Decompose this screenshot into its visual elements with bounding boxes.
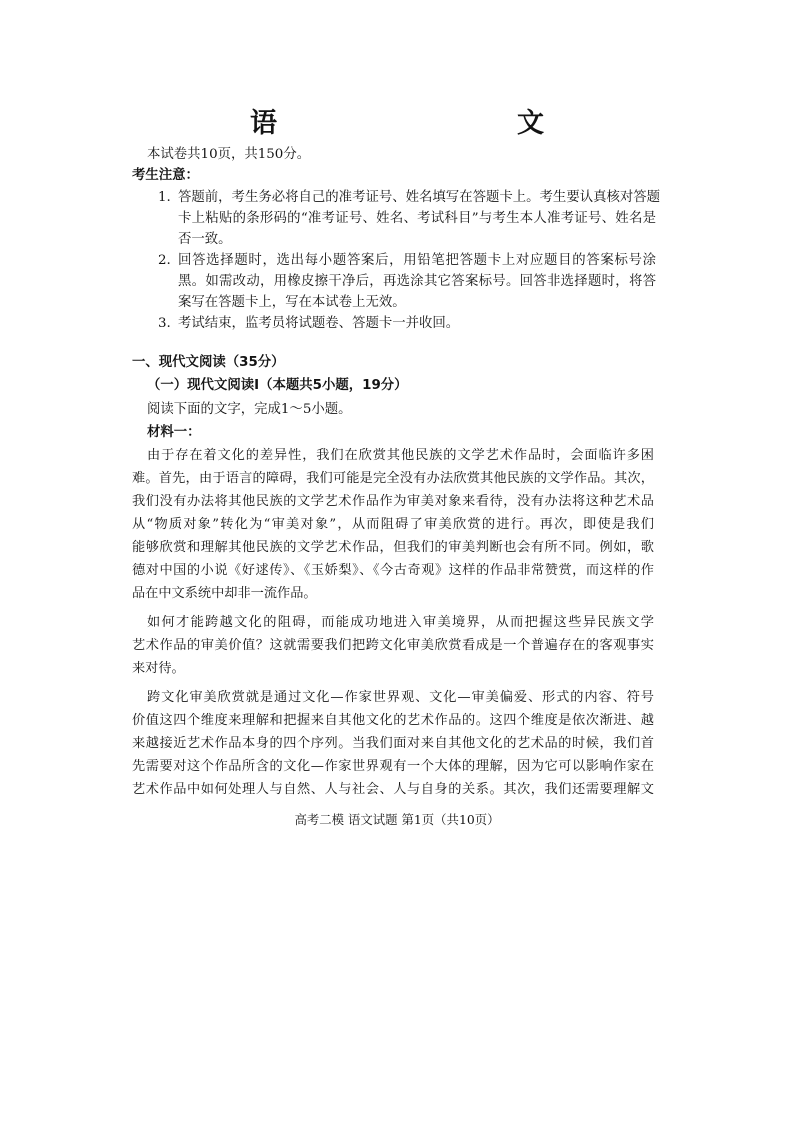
page-footer: 高考二模 语文试题 第1页（共10页） — [294, 812, 500, 827]
notice-number: 3. — [158, 316, 171, 331]
passage-line: 我们没有办法将其他民族的文学艺术作品作为审美对象来看待，没有办法将这种艺术品 — [132, 494, 654, 509]
passage-line: 德对中国的小说《好逑传》、《玉娇梨》、《今古奇观》这样的作品非常赞赏，而这样的作 — [132, 563, 654, 578]
material-label: 材料一： — [147, 425, 201, 440]
notice-number: 2. — [158, 253, 171, 268]
passage-line: 从“物质对象”转化为“审美对象”，从而阻碍了审美欣赏的进行。再次，即使是我们 — [132, 517, 654, 532]
notice-line: 卡上粘贴的条形码的“准考证号、姓名、考试科目”与考生本人准考证号、姓名是 — [178, 211, 656, 226]
passage-line: 如何才能跨越文化的阻碍，而能成功地进入审美境界，从而把握这些异民族文学 — [147, 615, 654, 630]
page-title: 语 文 — [250, 108, 606, 139]
passage-line: 艺术作品的审美价值？这就需要我们把跨文化审美欣赏看成是一个普遍存在的客观事实 — [132, 638, 654, 653]
passage-line: 价值这四个维度来理解和把握来自其他文化的艺术作品的。这四个维度是依次渐进、越 — [132, 713, 654, 728]
notice-line: 案写在答题卡上，写在本试卷上无效。 — [178, 295, 406, 310]
passage-line: 品在中文系统中却非一流作品。 — [132, 586, 317, 601]
notice-line: 考试结束，监考员将试题卷、答题卡一并收回。 — [178, 316, 460, 331]
passage-line: 艺术作品中如何处理人与自然、人与社会、人与自身的关系。其次，我们还需要理解文 — [132, 782, 654, 797]
exam-intro: 本试卷共10页，共150分。 — [147, 147, 311, 162]
passage-line: 先需要对这个作品所含的文化—作家世界观有一个大体的理解，因为它可以影响作家在 — [132, 759, 654, 774]
passage-line: 能够欣赏和理解其他民族的文学艺术作品，但我们的审美判断也会有所不同。例如，歌 — [132, 540, 654, 555]
notice-number: 1. — [158, 190, 171, 205]
notice-line: 黑。如需改动，用橡皮擦干净后，再选涂其它答案标号。回答非选择题时，将答 — [178, 274, 656, 289]
passage-line: 由于存在着文化的差异性，我们在欣赏其他民族的文学艺术作品时，会面临许多困 — [147, 448, 654, 463]
notice-line: 回答选择题时，选出每小题答案后，用铅笔把答题卡上对应题目的答案标号涂 — [178, 253, 656, 268]
notice-heading: 考生注意： — [132, 168, 199, 183]
sub-heading: （一）现代文阅读Ⅰ（本题共5小题，19分） — [147, 378, 408, 393]
passage-line: 来对待。 — [132, 661, 185, 676]
notice-line: 答题前，考生务必将自己的准考证号、姓名填写在答题卡上。考生要认真核对答题 — [178, 190, 661, 205]
passage-line: 难。首先，由于语言的障碍，我们可能是完全没有办法欣赏其他民族的文学作品。其次， — [132, 471, 654, 486]
passage-line: 来越接近艺术作品本身的四个序列。当我们面对来自其他文化的艺术品的时候，我们首 — [132, 736, 654, 751]
passage-line: 跨文化审美欣赏就是通过文化—作家世界观、文化—审美偏爱、形式的内容、符号 — [147, 690, 654, 705]
instruction: 阅读下面的文字，完成1～5小题。 — [147, 402, 352, 417]
section-heading: 一、现代文阅读（35分） — [132, 355, 285, 370]
notice-line: 否一致。 — [178, 232, 232, 247]
